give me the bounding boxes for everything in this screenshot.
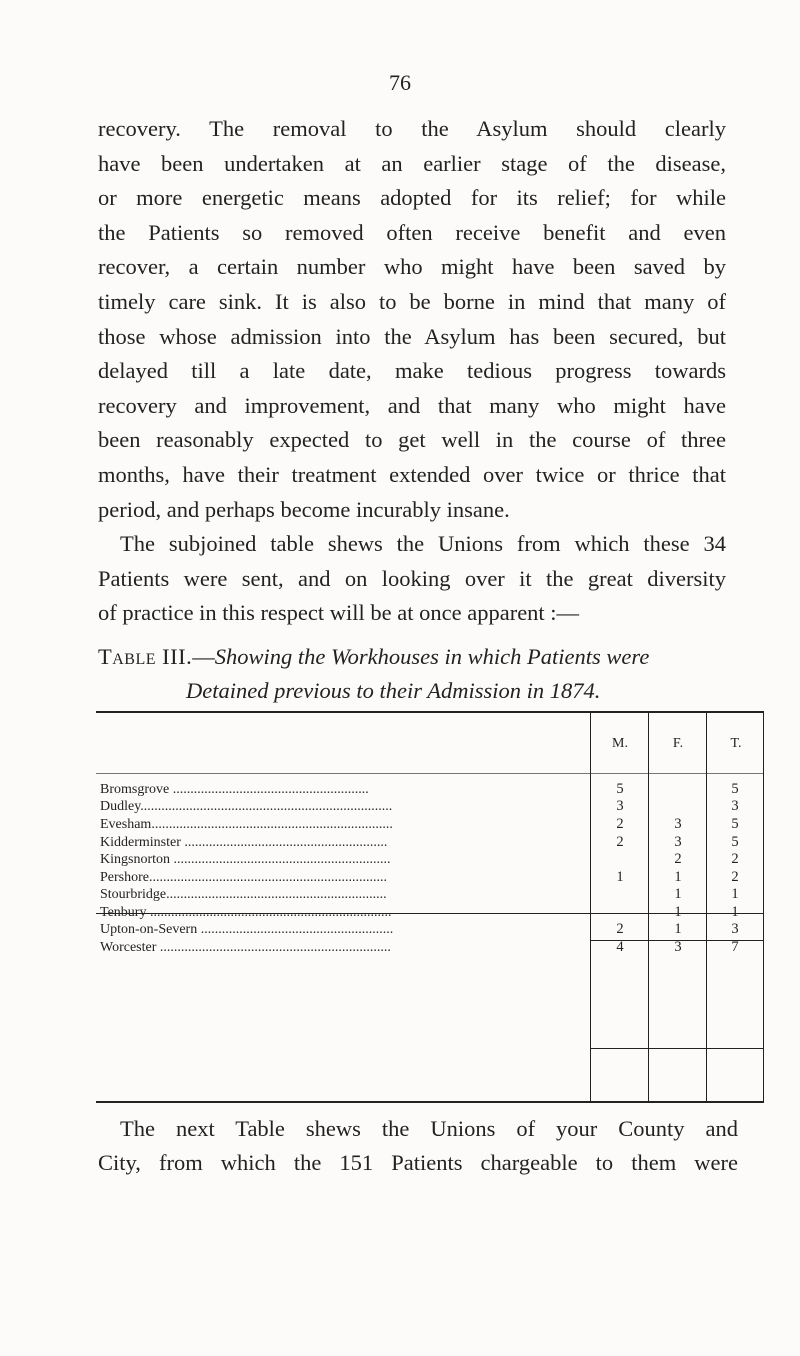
text-line: of practice in this respect will be at once apparent :—	[98, 600, 580, 626]
text-line: those whose admission into the Asylum has been secured, but	[98, 323, 726, 349]
header-t: T.	[730, 736, 742, 751]
intro-paragraph	[98, 112, 726, 631]
text-line: the Patients so removed often receive benefit and even	[98, 219, 726, 245]
text-line: City, from which the 151 Patients chargeable to them were	[98, 1150, 738, 1175]
table-top-rule	[96, 711, 764, 713]
row-name: Pershore....................................................................	[100, 870, 387, 885]
cell-m: 2	[616, 921, 624, 937]
cell-f: 3	[674, 834, 682, 850]
text-line: period, and perhaps become incurably insane.	[98, 496, 510, 522]
text-line: recovery and improvement, and that many who might have	[98, 392, 726, 418]
row-name: Kidderminster ..........................................................	[100, 835, 388, 850]
cell-f: 1	[674, 921, 682, 937]
table-right-rule	[763, 713, 764, 1101]
text-line: timely care sink. It is also to be borne in mind that many of	[98, 288, 726, 314]
table-col-rule	[706, 713, 707, 1101]
text-line: or more energetic means adopted for its relief; for while	[98, 185, 726, 211]
cell-f: 1	[674, 904, 682, 920]
cell-f: 3	[674, 816, 682, 832]
row-name: Dudley........................................................................	[100, 799, 393, 814]
table-col-rule	[590, 713, 591, 1101]
text-line: delayed till a late date, make tedious progress towards	[98, 358, 726, 384]
text-line: The next Table shews the Unions of your County and	[120, 1116, 738, 1141]
cell-t: 3	[731, 798, 739, 814]
total-rule	[590, 1048, 764, 1049]
cell-f: 1	[674, 869, 682, 885]
cell-t: 5	[731, 816, 739, 832]
row-name: Stourbridge...............................................................	[100, 887, 387, 902]
cell-m: 1	[616, 869, 624, 885]
caption-label: Table III.	[98, 644, 193, 669]
row-name: Worcester ..................................................................	[100, 940, 391, 955]
text-line: Patients were sent, and on looking over it the great diversity	[98, 565, 726, 591]
cell-t: 1	[731, 886, 739, 902]
caption-first-line	[98, 640, 738, 674]
caption-title-part1: Showing the Workhouses in which Patients were	[214, 644, 650, 669]
cell-m: 4	[616, 939, 624, 955]
cell-f: 1	[674, 886, 682, 902]
cell-t: 5	[731, 781, 739, 797]
table-col-rule	[648, 713, 649, 1101]
text-line: recover, a certain number who might have been saved by	[98, 254, 726, 280]
text-line: have been undertaken at an earlier stage of the disease,	[98, 150, 726, 176]
cell-m: 3	[616, 798, 624, 814]
text-line: recovery. The removal to the Asylum should clearly	[98, 116, 726, 141]
table-bottom-rule	[96, 1101, 764, 1103]
cell-t: 1	[731, 904, 739, 920]
row-name: Evesham.....................................................................	[100, 817, 393, 832]
text-line: been reasonably expected to get well in the course of three	[98, 427, 726, 453]
cell-f: 2	[674, 851, 682, 867]
cell-f: 3	[674, 939, 682, 955]
cell-t: 5	[731, 834, 739, 850]
cell-t: 2	[731, 851, 739, 867]
row-name: Upton-on-Severn .......................................................	[100, 922, 394, 937]
row-name: Tenbury .....................................................................	[100, 905, 392, 920]
cell-m: 2	[616, 834, 624, 850]
cell-t: 2	[731, 869, 739, 885]
caption-title-part2: Detained previous to their Admission in 1874.	[186, 678, 601, 703]
text-line: months, have their treatment extended over twice or thrice that	[98, 461, 726, 487]
page-number: 76	[389, 70, 411, 95]
caption-dash: —	[192, 644, 215, 669]
cell-t: 3	[731, 921, 739, 937]
closing-paragraph	[98, 1112, 738, 1180]
table-caption	[98, 640, 738, 708]
cell-m: 5	[616, 781, 624, 797]
cell-m: 2	[616, 816, 624, 832]
row-name: Bromsgrove ........................................................	[100, 782, 369, 797]
row-name: Kingsnorton ..............................................................	[100, 852, 391, 867]
text-line: The subjoined table shews the Unions from which these 34	[120, 531, 726, 557]
header-f: F.	[672, 736, 684, 751]
cell-t: 7	[731, 939, 739, 955]
header-underline	[96, 773, 764, 774]
header-m: M.	[612, 736, 628, 751]
